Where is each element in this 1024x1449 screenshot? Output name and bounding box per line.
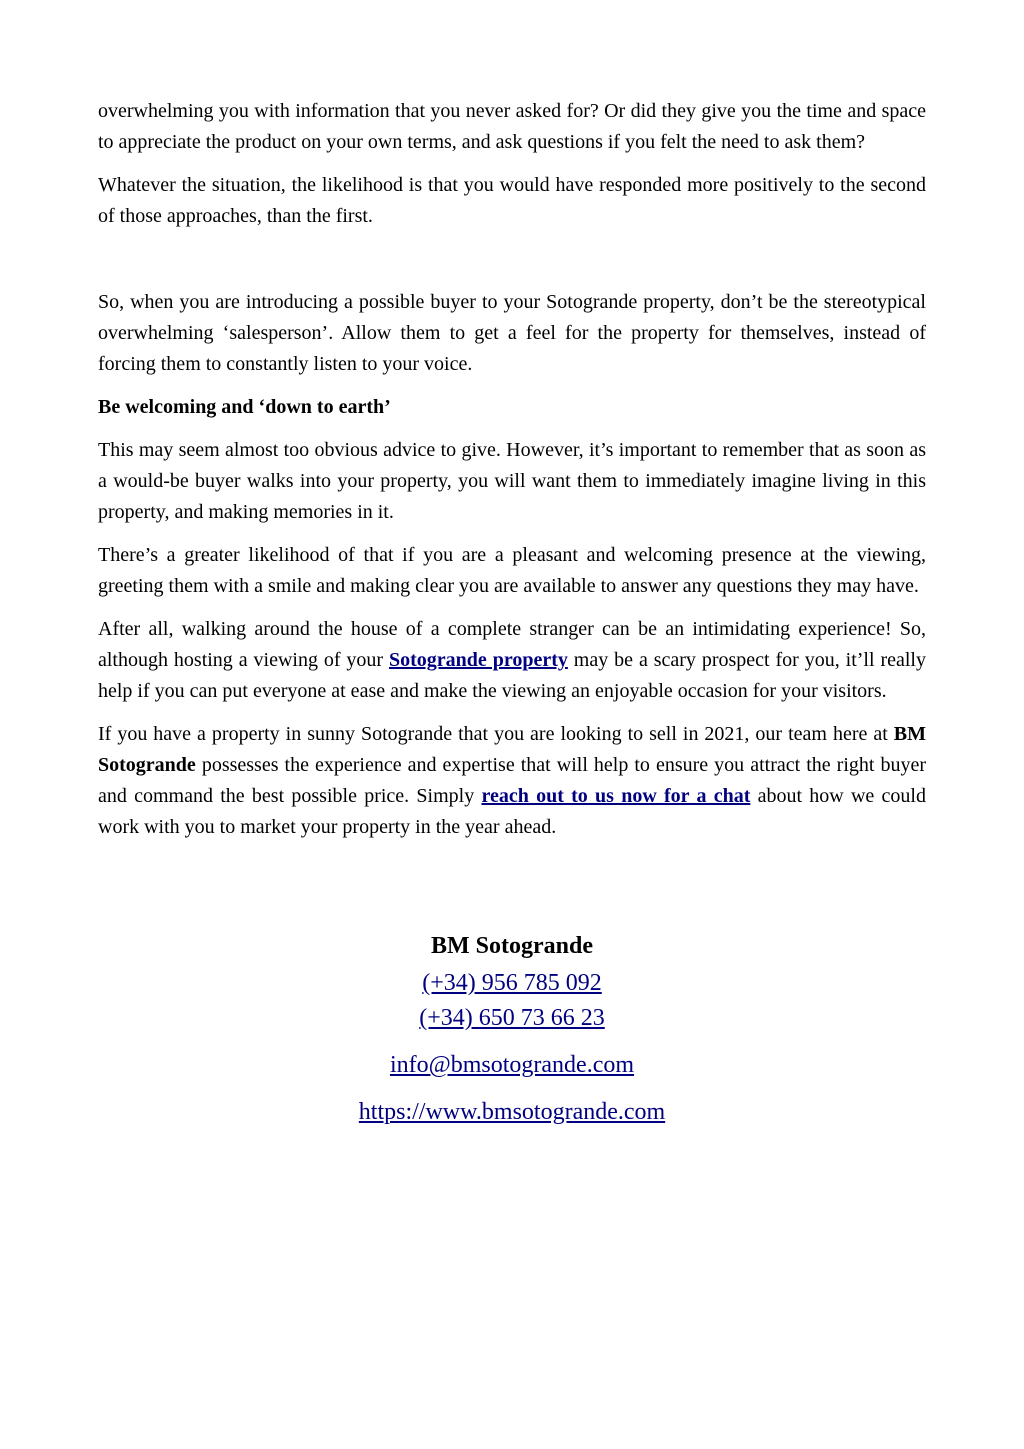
- contact-spacer: [98, 1083, 926, 1095]
- reach-out-link[interactable]: reach out to us now for a chat: [481, 785, 751, 807]
- paragraph-after-all-text-1: After all, walking around the house of a complete stranger can be an intimidating experience! So, although hosting a viewing of your: [98, 618, 926, 671]
- paragraph-situation: Whatever the situation, the likelihood is that you would have responded more positively to the second of those approaches, than the first.: [98, 174, 926, 227]
- contact-block: [98, 928, 926, 1130]
- paragraph-cta-text-3: about how we could work with you to market your property in the year ahead.: [98, 785, 926, 838]
- paragraph-greater-likelihood: There’s a greater likelihood of that if you are a pleasant and welcoming presence at the viewing, greeting them with a smile and making clear you are available to answer any questions they may have.: [98, 544, 926, 597]
- paragraph-after-all-text-2: may be a scary prospect for you, it’ll really help if you can put everyone at ease and make the viewing an enjoyable occasion for your visitors.: [98, 649, 926, 702]
- phone-link-2[interactable]: (+34) 650 73 66 23: [419, 1005, 605, 1031]
- document-page: [98, 96, 926, 1130]
- paragraph-intro-continued: overwhelming you with information that you never asked for? Or did they give you the time and space to appreciate the product on your own terms, and ask questions if you felt the need to ask them?: [98, 100, 926, 153]
- phone-link-1[interactable]: (+34) 956 785 092: [422, 970, 602, 996]
- paragraph-after-all: [98, 614, 926, 707]
- contact-company-name: BM Sotogrande: [431, 933, 593, 959]
- sotogrande-property-link[interactable]: Sotogrande property: [389, 649, 568, 671]
- paragraph-cta-text-1: If you have a property in sunny Sotogrande that you are looking to sell in 2021, our team here at: [98, 723, 894, 745]
- blank-line: [98, 244, 926, 287]
- company-name-bold: BM Sotogrande: [98, 723, 926, 776]
- section-heading: Be welcoming and ‘down to earth’: [98, 396, 391, 418]
- email-link[interactable]: info@bmsotogrande.com: [389, 1052, 635, 1078]
- website-link[interactable]: https://www.bmsotogrande.com: [358, 1099, 666, 1125]
- contact-spacer: [98, 1036, 926, 1048]
- paragraph-introducing-buyer: So, when you are introducing a possible buyer to your Sotogrande property, don’t be the stereotypical overwhelming ‘salesperson’. Allow them to get a feel for the property for themselves, instead of forcing them to constantly listen to your voice.: [98, 291, 926, 375]
- paragraph-call-to-action: [98, 719, 926, 843]
- paragraph-cta-text-2: possesses the experience and expertise that will help to ensure you attract the right buyer and command the best possible price. Simply: [98, 754, 926, 807]
- blank-space: [98, 855, 926, 928]
- paragraph-obvious-advice: This may seem almost too obvious advice to give. However, it’s important to remember that as soon as a would-be buyer walks into your property, you will want them to immediately imagine living in this property, and making memories in it.: [98, 439, 926, 523]
